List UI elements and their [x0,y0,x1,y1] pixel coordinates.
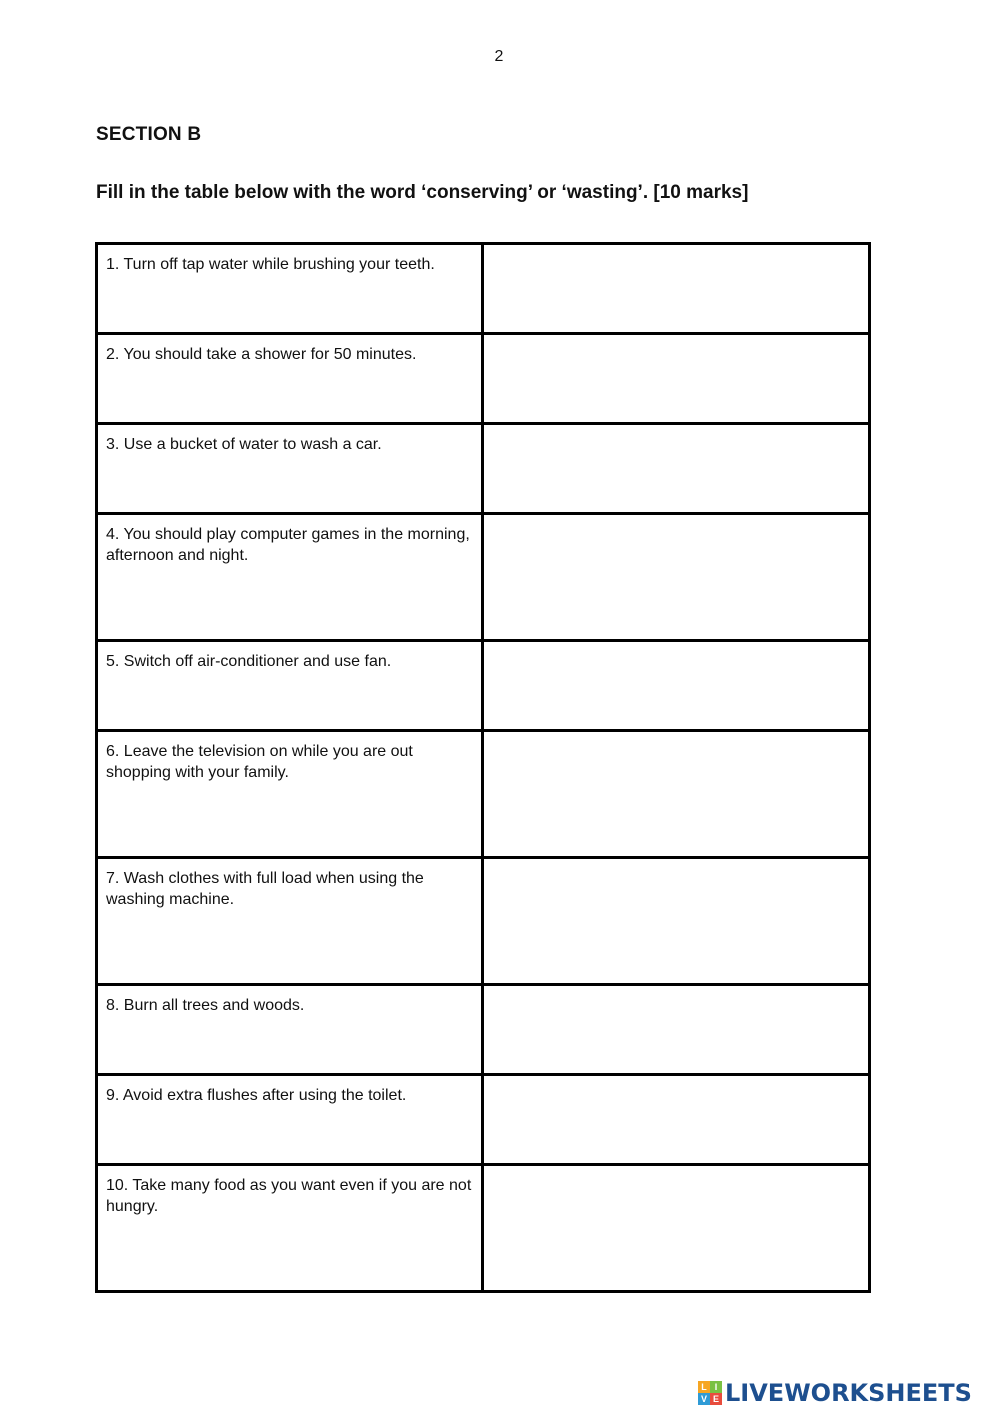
table-row [97,858,870,985]
statement-cell: 8. Burn all trees and woods. [97,985,483,1075]
statement-cell: 3. Use a bucket of water to wash a car. [97,424,483,514]
answer-cell[interactable] [483,244,870,334]
answer-cell[interactable] [483,731,870,858]
table-row [97,731,870,858]
section-title: SECTION B [96,124,202,145]
table-row [97,985,870,1075]
answer-cell[interactable] [483,514,870,641]
answer-cell[interactable] [483,1075,870,1165]
statement-cell: 2. You should take a shower for 50 minutes. [97,334,483,424]
answer-cell[interactable] [483,641,870,731]
brand-name: LIVEWORKSHEETS [725,1379,972,1407]
liveworksheets-brand [698,1378,972,1408]
answer-cell[interactable] [483,334,870,424]
statement-cell: 10. Take many food as you want even if you are not hungry. [97,1165,483,1292]
logo-letter-v: V [698,1393,710,1405]
liveworksheets-logo-icon [698,1381,722,1405]
table-row [97,514,870,641]
statement-cell: 4. You should play computer games in the morning, afternoon and night. [97,514,483,641]
table-row [97,334,870,424]
statement-cell: 1. Turn off tap water while brushing your teeth. [97,244,483,334]
instruction-text: Fill in the table below with the word ‘conserving’ or ‘wasting’. [10 marks] [96,182,749,203]
answer-cell[interactable] [483,424,870,514]
statement-cell: 6. Leave the television on while you are out shopping with your family. [97,731,483,858]
answer-cell[interactable] [483,985,870,1075]
page-number: 2 [494,48,504,65]
logo-letter-i: I [710,1381,722,1393]
statement-cell: 7. Wash clothes with full load when using the washing machine. [97,858,483,985]
table-row [97,1165,870,1292]
answer-cell[interactable] [483,858,870,985]
answer-cell[interactable] [483,1165,870,1292]
table-row [97,424,870,514]
table-row [97,1075,870,1165]
logo-letter-e: E [710,1393,722,1405]
table-row [97,244,870,334]
logo-letter-l: L [698,1381,710,1393]
statement-cell: 9. Avoid extra flushes after using the toilet. [97,1075,483,1165]
statement-cell: 5. Switch off air-conditioner and use fan. [97,641,483,731]
worksheet-table [95,242,871,1293]
table-row [97,641,870,731]
